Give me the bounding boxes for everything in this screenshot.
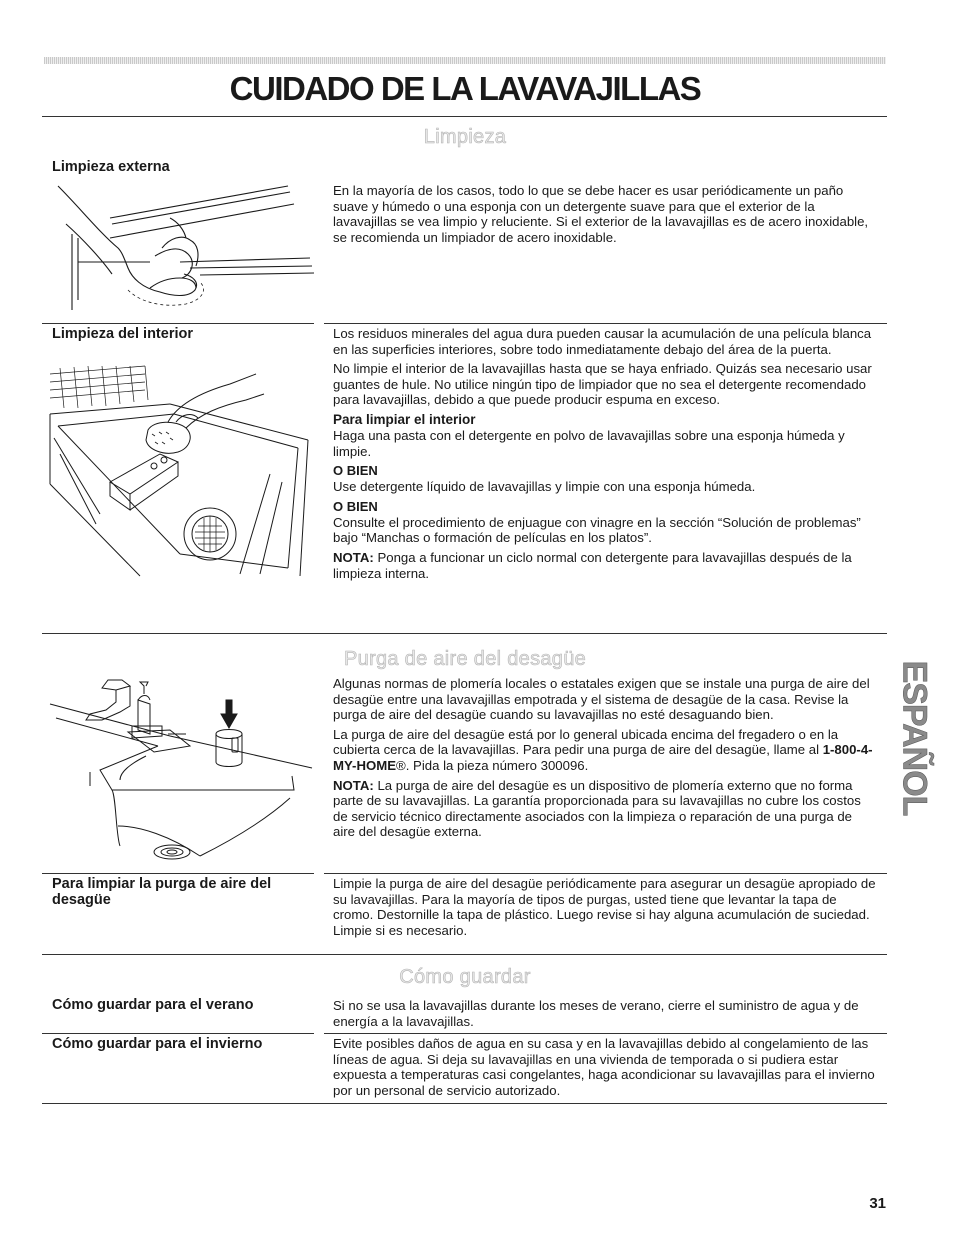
- verano-invierno-divider-right: [324, 1033, 887, 1034]
- section-heading-guardar: Cómo guardar: [399, 966, 531, 988]
- externa-interior-divider-right: [324, 323, 887, 324]
- section-heading-purga: Purga de aire del desagüe: [343, 648, 587, 670]
- interior-paragraph-3: Haga una pasta con el detergente en polvo de lavavajillas sobre una esponja húmeda y limpie.: [333, 427, 845, 459]
- side-tab-label: ESPAÑOL: [895, 660, 934, 815]
- sponge-cleaning-interior-icon: [50, 364, 315, 579]
- interior-paragraph-1: Los residuos minerales del agua dura pueden causar la acumulación de una película blanca en las superficies interiores, sobre todo inmediatamente debajo del área de la puerta.: [333, 326, 872, 357]
- sink-air-gap-icon: [50, 676, 315, 862]
- purga-paragraph-2: [333, 727, 877, 774]
- purga-paragraph-1: Algunas normas de plomería locales o estatales exigen que se instale una purga de aire del desagüe entre una lavavajillas empotrada y el sistema de desagüe de la casa. Revise la purga de aire del desagüe cuando su lavavajillas no esté desaguando bien.: [333, 676, 870, 723]
- interior-note-text: Ponga a funcionar un ciclo normal con detergente para lavavajillas después de la limpieza interna.: [333, 549, 852, 581]
- limpieza-externa-text: En la mayoría de los casos, todo lo que se debe hacer es usar periódicamente un paño suave y húmedo o una esponja con un detergente suave para que el exterior de la lavavajillas se vea limpio y reluciente. Si el exterior de la lavavajillas es de acero inoxidable, se recomienda un limpiador de acero inoxidable.: [333, 183, 869, 245]
- interior-subheading: Para limpiar el interior: [333, 411, 476, 427]
- interior-paragraph-4: Use detergente líquido de lavavajillas y limpie con una esponja húmeda.: [333, 479, 756, 495]
- limpieza-interior-title: Limpieza del interior: [52, 326, 193, 342]
- page-number: 31: [869, 1195, 886, 1212]
- purga-phone-number: 1-800-4-MY-HOME: [333, 742, 873, 773]
- purga-paragraph-2b: ®. Pida la pieza número 300096.: [396, 757, 589, 773]
- purga-clean-divider-right: [324, 873, 887, 874]
- externa-interior-divider-left: [42, 323, 314, 324]
- limpieza-purga-divider: [42, 633, 887, 634]
- interior-note: [333, 550, 877, 581]
- purga-note-label: NOTA:: [333, 777, 374, 793]
- title-divider: [42, 116, 887, 117]
- section-heading-limpieza: Limpieza: [423, 126, 507, 148]
- page-title: CUIDADO DE LA LAVAVAJILLAS: [229, 70, 701, 107]
- interior-note-label: NOTA:: [333, 549, 374, 565]
- limpieza-externa-title: Limpieza externa: [52, 159, 170, 175]
- limpieza-interior-body: [333, 326, 877, 585]
- interior-paragraph-2: No limpie el interior de la lavavajillas hasta que se haya enfriado. Quizás sea necesario usar guantes de hule. No utilice ningún tipo de limpiador que no sea el detergente recomendado para lavavajillas, debido a que puede producir espuma en exceso.: [333, 361, 872, 408]
- hand-wiping-exterior-icon: [50, 178, 315, 312]
- purga-note: [333, 778, 877, 840]
- header-rule: [44, 57, 886, 64]
- purga-clean-text: Limpie la purga de aire del desagüe periódicamente para asegurar un desagüe apropiado de su lavavajillas. Para la mayoría de tipos de purgas, usted tiene que levantar la tapa de cromo. Destornille la tapa de plástico. Luego revise si hay alguna acumulación de suciedad. Limpie si es necesario.: [333, 876, 876, 938]
- interior-or-2: O BIEN: [333, 498, 378, 514]
- purga-paragraph-2a: La purga de aire del desagüe está por lo general ubicada encima del fregadero o en la cubierta cerca de la lavavajillas. Para pedir una purga de aire del desagüe, llame al: [333, 726, 839, 758]
- purga-body: [333, 676, 877, 844]
- footer-divider: [42, 1103, 887, 1104]
- purga-note-text: La purga de aire del desagüe es un dispositivo de plomería externo que no forma parte de su lavavajillas. La garantía proporcionada para su lavavajillas no cubre los costos de servicio técnico directamente asociados con la limpieza o reparación de una purga de aire del desagüe externa.: [333, 777, 861, 840]
- guardar-invierno-title: Cómo guardar para el invierno: [52, 1036, 263, 1052]
- interior-or-1: O BIEN: [333, 463, 378, 479]
- interior-paragraph-5: Consulte el procedimiento de enjuague con vinagre en la sección “Solución de problemas” bajo “Manchas o formación de películas en los platos”.: [333, 514, 861, 546]
- guardar-verano-text: Si no se usa la lavavajillas durante los meses de verano, cierre el suministro de agua y de energía a la lavavajillas.: [333, 998, 859, 1029]
- verano-invierno-divider-left: [42, 1033, 314, 1034]
- purga-clean-divider-left: [42, 873, 314, 874]
- guardar-verano-title: Cómo guardar para el verano: [52, 997, 254, 1013]
- purga-clean-title: Para limpiar la purga de aire del desagüe: [52, 876, 272, 908]
- language-side-tab: [895, 640, 934, 835]
- guardar-invierno-text: Evite posibles daños de agua en su casa y en la lavavajillas debido al congelamiento de las líneas de agua. Si deja su lavavajillas en una vivienda de temporada o si pudiera estar expuesta a temperaturas casi congelantes, haga acondicionar su lavavajillas para el invierno por un personal de servicio autorizado.: [333, 1036, 875, 1098]
- purga-guardar-divider: [42, 954, 887, 955]
